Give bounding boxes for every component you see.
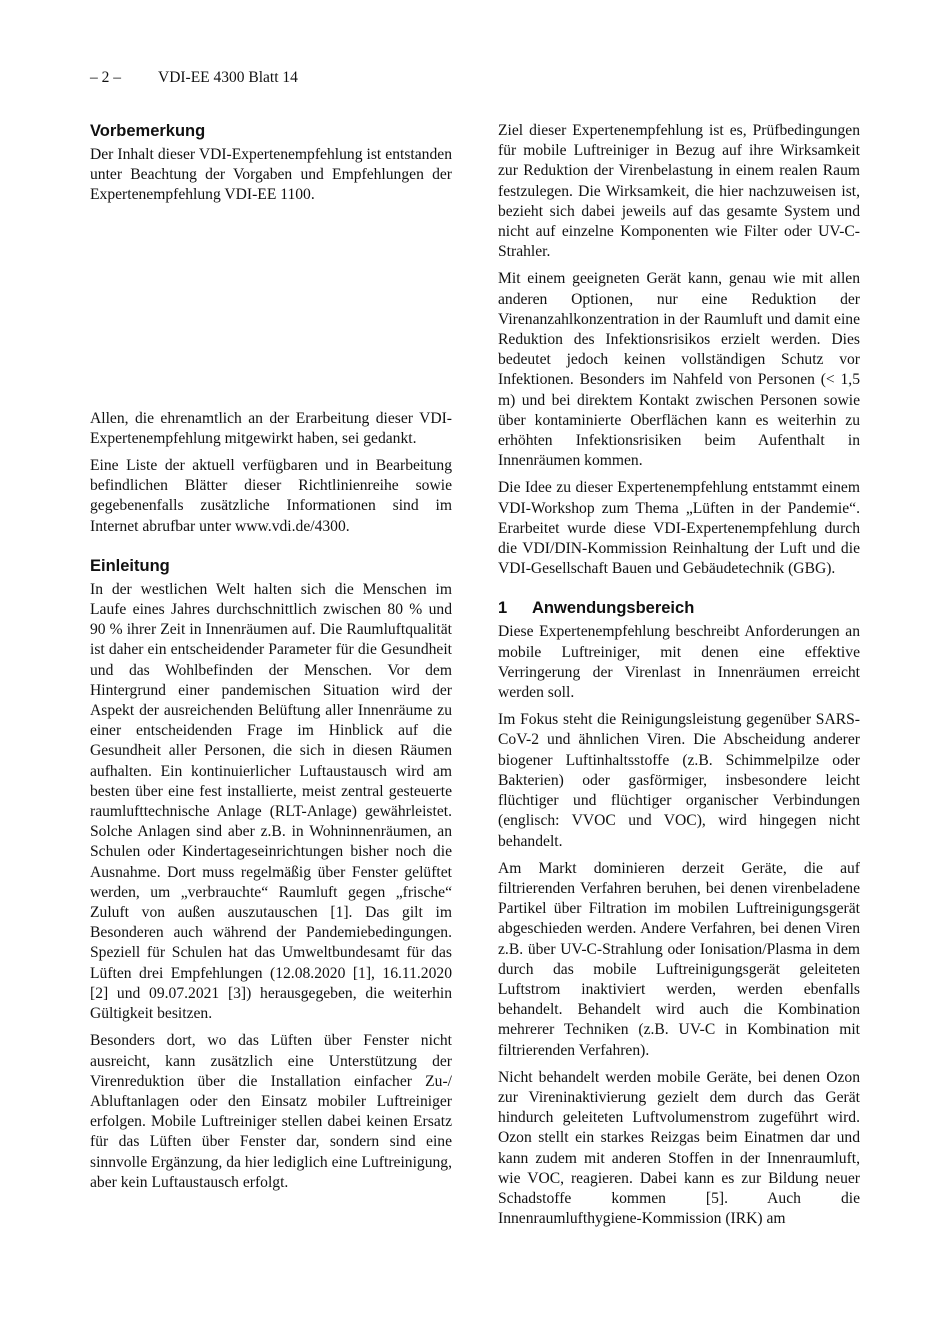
einleitung-paragraph-1: In der westlichen Welt halten sich die Menschen im Laufe eines Jahres durchschnittlich zwischen 80 % und 90 % ihrer Zeit in Innenräumen auf. Die Raumluftqualität ist daher ein entscheidender Parameter für die Gesundheit und das Wohlbefinden der Menschen. Vor dem Hintergrund einer pandemischen Situation wird der Aspekt der ausreichenden Belüftung aller Innenräume zu einer entscheidenden Frage im Hinblick auf die Gesundheit aller Personen, die sich in diesen Räumen aufhalten. Ein kontinuierlicher Luftaustausch wird am besten über eine fest installierte, meist zentral gesteuerte raumlufttechnische Anlage (RLT-Anlage) gewährleistet. Solche Anlagen sind aber z.B. in Wohninnenräumen, an Schulen oder Kindertageseinrichtungen bisher noch die Ausnahme. Dort muss regelmäßig über Fenster gelüftet werden, um „verbrauchte“ Raumluft gegen „frische“ Zuluft von außen auszutauschen [1]. Das gilt im Besonderen auch während der Pandemiebedingungen. Speziell für Schulen hat das Umweltbundesamt für das Lüften drei Empfehlungen (12.08.2020 [1], 16.11.2020 [2] und 09.07.2021 [3]) herausgegeben, die weiterhin Gültigkeit besitzen. (90, 580, 452, 1023)
anwendung-paragraph-3: Am Markt dominieren derzeit Geräte, die auf filtrierenden Verfahren beruhen, bei denen virenbeladene Partikel über Filtration im mobilen Luftreinigungsgerät abgeschieden werden. Andere Verfahren, bei denen Viren z.B. über UV-C-Strahlung oder Ionisation/Plasma in dem durch das mobile Luftreinigungsgerät geleiteten Luftstrom inaktiviert werden, werden ebenfalls behandelt. Behandelt wird auch die Kombination mehrerer Techniken (z.B. UV-C in Kombination mit filtrierenden Verfahren). (498, 859, 860, 1059)
section-1-title: Anwendungsbereich (532, 599, 695, 618)
vorbemerkung-paragraph-3: Eine Liste der aktuell verfügbaren und in Bearbeitung befindlichen Blätter dieser Richtlinienreihe sowie gegebenenfalls zusätzliche Informationen sind im Internet abrufbar unter www.vdi.de/4300. (90, 457, 452, 535)
idee-paragraph: Die Idee zu dieser Expertenempfehlung entstammt einem VDI-Workshop zum Thema „Lüften in der Pandemie“. Erarbeitet wurde diese VDI-Expertenempfehlung durch die VDI/DIN-Kommission Reinhaltung der Luft und die VDI-Gesellschaft Bauen und Gebäudetechnik (GBG). (498, 479, 860, 578)
page-header (90, 68, 298, 88)
anwendung-paragraph-1: Diese Expertenempfehlung beschreibt Anforderungen an mobile Luftreiniger, mit denen eine effektive Verringerung der Virenlast in Innenräumen erreicht werden soll. (498, 623, 860, 702)
anwendung-paragraph-2: Im Fokus steht die Reinigungsleistung gegenüber SARS-CoV-2 und ähnlichen Viren. Die Abscheidung anderer biogener Luftinhaltsstoffe (z.B. Schimmelpilze oder Bakterien) oder gasförmiger, insbesondere leicht flüchtiger und flüchtiger organischer Verbindungen (englisch: VVOC und VOC), wird hingegen nicht behandelt. (498, 711, 860, 850)
ziel-paragraph: Ziel dieser Expertenempfehlung ist es, Prüfbedingungen für mobile Luftreiniger in Bezug auf ihre Wirksamkeit zur Reduktion der Virenbelastung in einem realen Raum festzulegen. Die Wirksamkeit, die hier nachzuweisen ist, bezieht sich dabei jeweils auf das gesamte System und nicht auf einzelne Komponenten wie Filter oder UV-C-Strahler. (498, 122, 860, 261)
document-title: VDI-EE 4300 Blatt 14 (158, 69, 298, 86)
section-1-number: 1 (498, 599, 508, 618)
section-1-heading (498, 598, 860, 618)
page-number: – 2 – (90, 69, 121, 86)
right-column (498, 121, 860, 1236)
anwendung-paragraph-4: Nicht behandelt werden mobile Geräte, bei denen Ozon zur Vireninaktivierung gezielt dem durch das Gerät hindurch geleiteten Luftvolumenstrom zugeführt wird. Ozon stellt ein starkes Reizgas beim Einatmen dar und kann zudem mit anderen Stoffen in der Innenraumluft, wie VOC, reagieren. Dabei kann es zur Bildung neuer Schadstoffe kommen [5]. Auch die Innenraumlufthygiene-Kommission (IRK) am (498, 1068, 860, 1228)
einleitung-heading: Einleitung (90, 556, 170, 575)
vorbemerkung-paragraph-2: Allen, die ehrenamtlich an der Erarbeitung dieser VDI-Expertenempfehlung mitgewirkt haben, sei gedankt. (90, 409, 452, 447)
vorbemerkung-paragraph-1: Der Inhalt dieser VDI-Expertenempfehlung ist entstanden unter Beachtung der Vorgaben und Empfehlungen der Expertenempfehlung VDI-EE 1100. (90, 146, 452, 204)
einleitung-paragraph-2: Besonders dort, wo das Lüften über Fenster nicht ausreicht, kann zusätzlich eine Unterstützung der Virenreduktion über die Installation einfacher Zu-/ Abluftanlagen oder den Einsatz mobiler Luftreiniger erfolgen. Mobile Luftreiniger stellen dabei keinen Ersatz für das Lüften über Fenster dar, sondern sind eine sinnvolle Ergänzung, da hier lediglich eine Luftreinigung, aber kein Luftaustausch erfolgt. (90, 1032, 452, 1191)
left-column (90, 121, 452, 1200)
geraet-paragraph: Mit einem geeigneten Gerät kann, genau wie mit allen anderen Optionen, nur eine Reduktion der Virenanzahlkonzentration in der Raumluft und damit eine Reduktion des Infektionsrisikos erzielt werden. Dies bedeutet jedoch keinen vollständigen Schutz vor Infektionen. Besonders im Nahfeld von Personen (< 1,5 m) und bei direktem Kontakt zwischen Personen sowie über kontaminierte Oberflächen kann es weiterhin zu erhöhten Infektionsrisiken beim Aufenthalt in Innenräumen kommen. (498, 270, 860, 470)
vorbemerkung-heading: Vorbemerkung (90, 122, 206, 140)
blank-space (90, 213, 452, 409)
